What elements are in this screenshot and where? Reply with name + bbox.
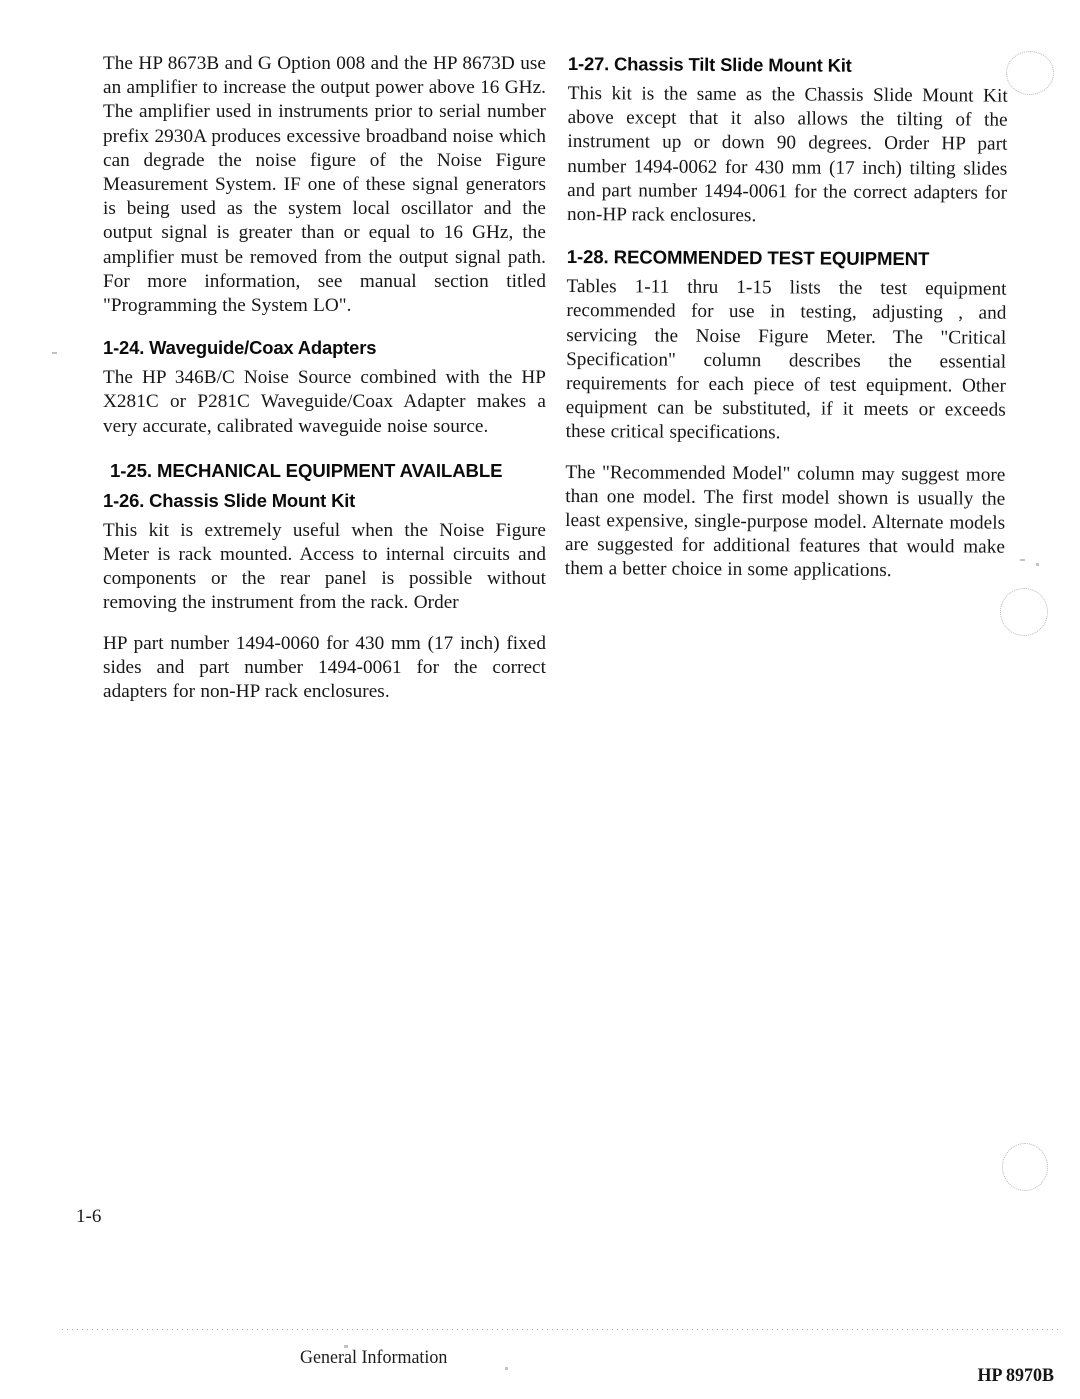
footer-chapter-title: General Information — [300, 1346, 448, 1368]
page-number: 1-6 — [76, 1206, 102, 1227]
heading-1-24-waveguide-coax-adapters: 1-24. Waveguide/Coax Adapters — [103, 337, 377, 359]
footer-model-number: HP 8970B — [977, 1364, 1054, 1386]
heading-1-27-chassis-tilt-slide-mount-kit: 1-27. Chassis Tilt Slide Mount Kit — [567, 52, 852, 76]
hole-punch-mark-icon — [1000, 588, 1048, 636]
footer-divider — [62, 1329, 1062, 1330]
hole-punch-mark-icon — [1002, 1143, 1048, 1191]
heading-1-28-recommended-test-equipment: 1-28. RECOMMENDED TEST EQUIPMENT — [566, 246, 930, 270]
paragraph-test-equipment-tables: Tables 1-11 thru 1-15 lists the test equipment recommended for use in testing, adjusting , and servicing the Noise Figure Meter. The "Critical Specification" column describes the essential requirements for each piece of test equipment. Other equipment can be substituted, if it meets or exceeds these critical specifications. — [565, 276, 1007, 444]
scan-speck — [344, 1345, 348, 1348]
paragraph-slide-mount-part-numbers: HP part number 1494-0060 for 430 mm (17 inch) fixed sides and part number 1494-0061 for the correct adapters for non-HP rack enclosures. — [103, 632, 546, 703]
paragraph-recommended-model-column: The "Recommended Model" column may suggest more than one model. The first model shown is usually the least expensive, single-purpose model. Alternate models are suggested for additional features that would make them a better choice in some applications. — [564, 461, 1006, 582]
paragraph-slide-mount-kit-description: This kit is extremely useful when the Noise Figure Meter is rack mounted. Access to internal circuits and components or the rear panel is possible without removing the instrument from the rack. Order — [103, 519, 546, 614]
right-column — [565, 52, 1008, 600]
paragraph-noise-source-adapter: The HP 346B/C Noise Source combined with the HP X281C or P281C Waveguide/Coax Adapter makes a very accurate, calibrated waveguide noise source. — [103, 367, 546, 437]
scan-speck — [1020, 559, 1025, 561]
scan-speck — [52, 352, 57, 354]
heading-1-26-chassis-slide-mount-kit: 1-26. Chassis Slide Mount Kit — [103, 489, 356, 511]
left-column — [103, 52, 546, 720]
heading-group-1-25-1-26 — [103, 459, 546, 512]
paragraph-tilt-slide-mount-kit-description: This kit is the same as the Chassis Slide Mount Kit above except that it also allows the tilting of the instrument up or down 90 degrees. Order HP part number 1494-0062 for 430 mm (17 inch) tilting slides and part number 1494-0061 for the correct adapters for non-HP rack enclosures. — [566, 82, 1008, 227]
scan-speck — [505, 1367, 508, 1370]
page-footer — [62, 1337, 1064, 1386]
scan-speck — [1036, 563, 1039, 566]
hole-punch-mark-icon — [1006, 51, 1054, 95]
heading-1-25-mechanical-equipment-available: 1-25. MECHANICAL EQUIPMENT AVAILABLE — [110, 459, 503, 481]
paragraph-amplifier-note: The HP 8673B and G Option 008 and the HP 8673D use an amplifier to increase the output power above 16 GHz. The amplifier used in instruments prior to serial number prefix 2930A produces excessive broadband noise which can degrade the noise figure of the Noise Figure Measurement System. IF one of these signal generators is being used as the system local oscillator and the output signal is greater than or equal to 16 GHz, the amplifier must be removed from the output signal path. For more information, see manual section titled "Programming the System LO". — [103, 53, 546, 317]
